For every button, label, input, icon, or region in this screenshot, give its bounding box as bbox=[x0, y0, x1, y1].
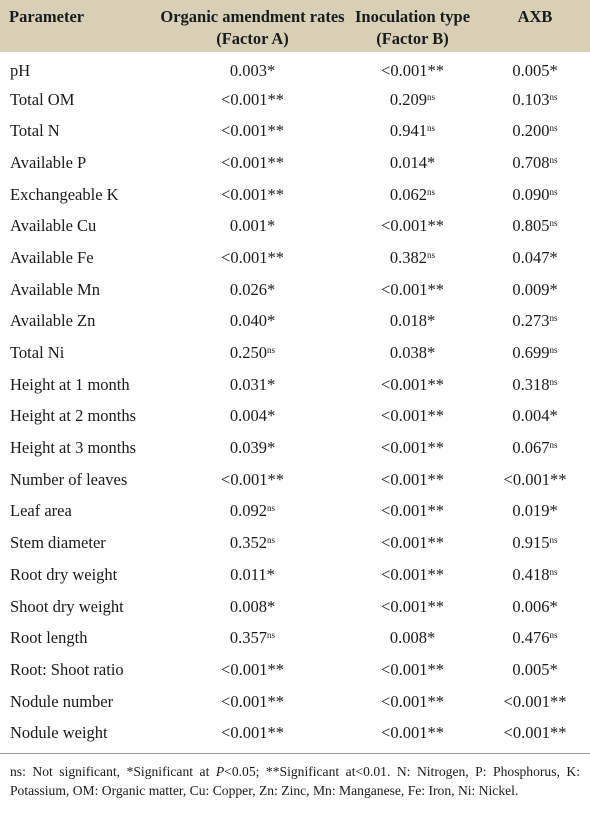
cell-value: 0.318 bbox=[512, 374, 550, 394]
cell-value: 0.014* bbox=[389, 152, 436, 172]
table-row bbox=[0, 337, 590, 369]
cell-factor-b bbox=[345, 369, 480, 401]
table-row bbox=[0, 369, 590, 401]
cell-factor-a bbox=[160, 306, 345, 338]
cell-value: 0.805 bbox=[512, 216, 550, 236]
cell-value: 0.040* bbox=[229, 311, 276, 331]
significance-superscript: ns bbox=[427, 186, 436, 197]
cell-value: <0.001** bbox=[381, 216, 444, 236]
cell-value: <0.001** bbox=[221, 121, 284, 141]
significance-superscript: ns bbox=[549, 440, 558, 451]
table-row bbox=[0, 686, 590, 718]
cell-value: <0.001** bbox=[381, 406, 444, 426]
footnote-text-part1: ns: Not significant, *Significant at bbox=[10, 764, 216, 780]
cell-value: 0.103 bbox=[512, 89, 550, 109]
cell-value: 0.005* bbox=[512, 659, 558, 679]
table-row bbox=[0, 496, 590, 528]
cell-factor-a bbox=[160, 622, 345, 654]
cell-factor-a bbox=[160, 654, 345, 686]
header-factor-a: Organic amendment rates (Factor A) bbox=[160, 7, 345, 48]
cell-factor-b bbox=[345, 306, 480, 338]
cell-value: 0.003* bbox=[229, 60, 276, 80]
cell-value: <0.001** bbox=[503, 723, 567, 743]
significance-superscript: ns bbox=[267, 535, 276, 546]
cell-parameter: Available Fe bbox=[10, 247, 94, 267]
header-factor-b: Inoculation type (Factor B) bbox=[354, 7, 471, 48]
cell-axb bbox=[480, 210, 590, 242]
cell-parameter: Height at 1 month bbox=[10, 374, 130, 394]
significance-superscript: ns bbox=[427, 123, 436, 134]
cell-axb bbox=[480, 369, 590, 401]
cell-value: 0.039* bbox=[229, 438, 276, 458]
cell-parameter: Stem diameter bbox=[10, 533, 106, 553]
cell-factor-b bbox=[345, 401, 480, 433]
cell-value: 0.699 bbox=[512, 343, 550, 363]
cell-parameter: pH bbox=[10, 60, 31, 80]
cell-value: <0.001** bbox=[381, 533, 444, 553]
cell-factor-a bbox=[160, 84, 345, 116]
significance-superscript: ns bbox=[549, 91, 558, 102]
cell-factor-a bbox=[160, 147, 345, 179]
table-row bbox=[0, 654, 590, 686]
cell-value: 0.357 bbox=[229, 628, 268, 648]
footnote-p-symbol: P bbox=[215, 764, 225, 780]
cell-axb bbox=[480, 52, 590, 84]
cell-parameter: Total N bbox=[10, 121, 60, 141]
significance-superscript: ns bbox=[549, 154, 558, 165]
cell-value: 0.031* bbox=[229, 374, 276, 394]
cell-value: 0.001* bbox=[229, 216, 276, 236]
significance-superscript: ns bbox=[549, 123, 558, 134]
cell-factor-a bbox=[160, 717, 345, 749]
cell-value: <0.001** bbox=[221, 152, 284, 172]
cell-parameter: Height at 3 months bbox=[10, 438, 137, 458]
cell-value: 0.019* bbox=[512, 501, 558, 521]
significance-superscript: ns bbox=[549, 186, 558, 197]
significance-superscript: ns bbox=[267, 345, 276, 356]
significance-superscript: ns bbox=[267, 503, 276, 514]
significance-superscript: ns bbox=[549, 376, 558, 387]
cell-value: <0.001** bbox=[221, 723, 284, 743]
cell-value: <0.001** bbox=[381, 374, 444, 394]
cell-parameter: Total OM bbox=[10, 89, 75, 109]
cell-value: 0.047* bbox=[512, 247, 558, 267]
table-row bbox=[0, 210, 590, 242]
cell-value: 0.418 bbox=[512, 564, 550, 584]
cell-value: 0.090 bbox=[512, 184, 550, 204]
cell-axb bbox=[480, 654, 590, 686]
cell-value: 0.004* bbox=[512, 406, 558, 426]
cell-value: 0.008* bbox=[389, 628, 436, 648]
table-row bbox=[0, 527, 590, 559]
cell-factor-b bbox=[345, 84, 480, 116]
cell-factor-b bbox=[345, 115, 480, 147]
cell-factor-b bbox=[345, 717, 480, 749]
cell-factor-b bbox=[345, 527, 480, 559]
cell-parameter: Exchangeable K bbox=[10, 184, 119, 204]
cell-value: <0.001** bbox=[221, 247, 284, 267]
cell-value: 0.005* bbox=[512, 60, 558, 80]
cell-value: <0.001** bbox=[381, 469, 444, 489]
cell-factor-b bbox=[345, 242, 480, 274]
cell-factor-a bbox=[160, 464, 345, 496]
cell-factor-a bbox=[160, 401, 345, 433]
cell-value: 0.250 bbox=[229, 343, 268, 363]
cell-factor-b bbox=[345, 654, 480, 686]
cell-axb bbox=[480, 527, 590, 559]
table-row bbox=[0, 717, 590, 749]
table-row bbox=[0, 242, 590, 274]
cell-parameter: Available Cu bbox=[10, 216, 97, 236]
cell-value: 0.067 bbox=[512, 438, 550, 458]
cell-axb bbox=[480, 622, 590, 654]
cell-value: 0.004* bbox=[229, 406, 276, 426]
cell-factor-b bbox=[345, 559, 480, 591]
cell-factor-a bbox=[160, 179, 345, 211]
significance-superscript: ns bbox=[427, 91, 436, 102]
cell-value: 0.008* bbox=[229, 596, 276, 616]
cell-value: <0.001** bbox=[381, 659, 444, 679]
significance-superscript: ns bbox=[267, 630, 276, 641]
cell-value: <0.001** bbox=[381, 723, 444, 743]
table-row bbox=[0, 306, 590, 338]
cell-value: <0.001** bbox=[221, 184, 284, 204]
cell-factor-a bbox=[160, 115, 345, 147]
cell-factor-b bbox=[345, 147, 480, 179]
cell-value: <0.001** bbox=[221, 89, 284, 109]
cell-value: 0.273 bbox=[512, 311, 550, 331]
table-row bbox=[0, 464, 590, 496]
table-row bbox=[0, 401, 590, 433]
cell-factor-b bbox=[345, 622, 480, 654]
cell-parameter: Available P bbox=[10, 152, 87, 172]
cell-value: <0.001** bbox=[503, 691, 567, 711]
cell-factor-a bbox=[160, 242, 345, 274]
cell-value: 0.915 bbox=[512, 533, 550, 553]
cell-parameter: Leaf area bbox=[10, 501, 72, 521]
significance-superscript: ns bbox=[427, 249, 436, 260]
cell-value: 0.209 bbox=[389, 89, 428, 109]
cell-axb bbox=[480, 686, 590, 718]
cell-axb bbox=[480, 337, 590, 369]
table-row bbox=[0, 622, 590, 654]
cell-factor-a bbox=[160, 274, 345, 306]
cell-parameter: Root dry weight bbox=[10, 564, 118, 584]
cell-value: <0.001** bbox=[381, 60, 444, 80]
cell-value: 0.092 bbox=[229, 501, 268, 521]
header-parameter: Parameter bbox=[9, 7, 85, 26]
cell-factor-b bbox=[345, 179, 480, 211]
cell-factor-a bbox=[160, 369, 345, 401]
cell-factor-a bbox=[160, 527, 345, 559]
cell-parameter: Shoot dry weight bbox=[10, 596, 124, 616]
cell-axb bbox=[480, 401, 590, 433]
cell-parameter: Total Ni bbox=[10, 343, 65, 363]
cell-factor-b bbox=[345, 686, 480, 718]
cell-value: <0.001** bbox=[221, 469, 284, 489]
cell-value: 0.476 bbox=[512, 628, 550, 648]
table-footnote bbox=[0, 753, 590, 800]
cell-factor-a bbox=[160, 559, 345, 591]
cell-factor-b bbox=[345, 591, 480, 623]
cell-value: 0.352 bbox=[229, 533, 268, 553]
cell-factor-a bbox=[160, 337, 345, 369]
footnote-text-part2: <0.05; **Significant at<0.01. N: Nitrogen, P: Phosphorus, K: Potassium, OM: Organic matter, Cu: Copper, Zn: Zinc, Mn: Manganese, Fe: Iron, Ni: Nickel. bbox=[10, 764, 580, 799]
cell-value: 0.018* bbox=[389, 311, 436, 331]
cell-value: <0.001** bbox=[381, 596, 444, 616]
cell-value: <0.001** bbox=[381, 691, 444, 711]
table-row bbox=[0, 52, 590, 84]
cell-axb bbox=[480, 115, 590, 147]
table-row bbox=[0, 147, 590, 179]
significance-superscript: ns bbox=[549, 566, 558, 577]
cell-value: 0.382 bbox=[389, 247, 428, 267]
cell-value: <0.001** bbox=[381, 279, 444, 299]
table-row bbox=[0, 84, 590, 116]
significance-superscript: ns bbox=[549, 313, 558, 324]
cell-factor-a bbox=[160, 432, 345, 464]
cell-value: 0.009* bbox=[512, 279, 558, 299]
significance-superscript: ns bbox=[549, 218, 558, 229]
cell-parameter: Nodule number bbox=[10, 691, 114, 711]
cell-factor-b bbox=[345, 432, 480, 464]
table-row bbox=[0, 115, 590, 147]
table-row bbox=[0, 591, 590, 623]
cell-axb bbox=[480, 559, 590, 591]
cell-value: <0.001** bbox=[381, 564, 444, 584]
cell-value: <0.001** bbox=[381, 438, 444, 458]
table-row bbox=[0, 432, 590, 464]
cell-value: <0.001** bbox=[381, 501, 444, 521]
cell-parameter: Root length bbox=[10, 628, 88, 648]
cell-axb bbox=[480, 717, 590, 749]
table-row bbox=[0, 179, 590, 211]
cell-factor-b bbox=[345, 210, 480, 242]
cell-axb bbox=[480, 179, 590, 211]
table-row bbox=[0, 274, 590, 306]
cell-parameter: Root: Shoot ratio bbox=[10, 659, 124, 679]
cell-factor-a bbox=[160, 210, 345, 242]
cell-axb bbox=[480, 147, 590, 179]
cell-factor-a bbox=[160, 496, 345, 528]
cell-axb bbox=[480, 432, 590, 464]
table-body bbox=[0, 52, 590, 749]
cell-parameter: Available Mn bbox=[10, 279, 100, 299]
cell-axb bbox=[480, 242, 590, 274]
cell-value: 0.708 bbox=[512, 152, 550, 172]
cell-axb bbox=[480, 591, 590, 623]
cell-axb bbox=[480, 496, 590, 528]
significance-superscript: ns bbox=[549, 345, 558, 356]
table-header bbox=[0, 0, 590, 52]
cell-value: 0.038* bbox=[389, 343, 436, 363]
significance-superscript: ns bbox=[549, 630, 558, 641]
cell-value: <0.001** bbox=[221, 659, 284, 679]
cell-value: 0.941 bbox=[389, 121, 428, 141]
cell-parameter: Height at 2 months bbox=[10, 406, 137, 426]
cell-value: 0.026* bbox=[229, 279, 276, 299]
table-row bbox=[0, 559, 590, 591]
cell-value: 0.006* bbox=[512, 596, 558, 616]
cell-parameter: Available Zn bbox=[10, 311, 96, 331]
cell-value: 0.011* bbox=[230, 564, 275, 584]
cell-axb bbox=[480, 306, 590, 338]
cell-parameter: Nodule weight bbox=[10, 723, 108, 743]
header-axb: AXB bbox=[517, 7, 553, 26]
cell-factor-a bbox=[160, 52, 345, 84]
cell-axb bbox=[480, 274, 590, 306]
cell-factor-b bbox=[345, 496, 480, 528]
cell-value: <0.001** bbox=[503, 469, 567, 489]
cell-value: 0.200 bbox=[512, 121, 550, 141]
cell-axb bbox=[480, 84, 590, 116]
cell-factor-b bbox=[345, 337, 480, 369]
cell-value: <0.001** bbox=[221, 691, 284, 711]
cell-factor-b bbox=[345, 274, 480, 306]
significance-superscript: ns bbox=[549, 535, 558, 546]
cell-axb bbox=[480, 464, 590, 496]
cell-factor-b bbox=[345, 52, 480, 84]
header-row bbox=[0, 0, 590, 52]
cell-value: 0.062 bbox=[389, 184, 428, 204]
cell-parameter: Number of leaves bbox=[10, 469, 128, 489]
cell-factor-b bbox=[345, 464, 480, 496]
cell-factor-a bbox=[160, 686, 345, 718]
cell-factor-a bbox=[160, 591, 345, 623]
